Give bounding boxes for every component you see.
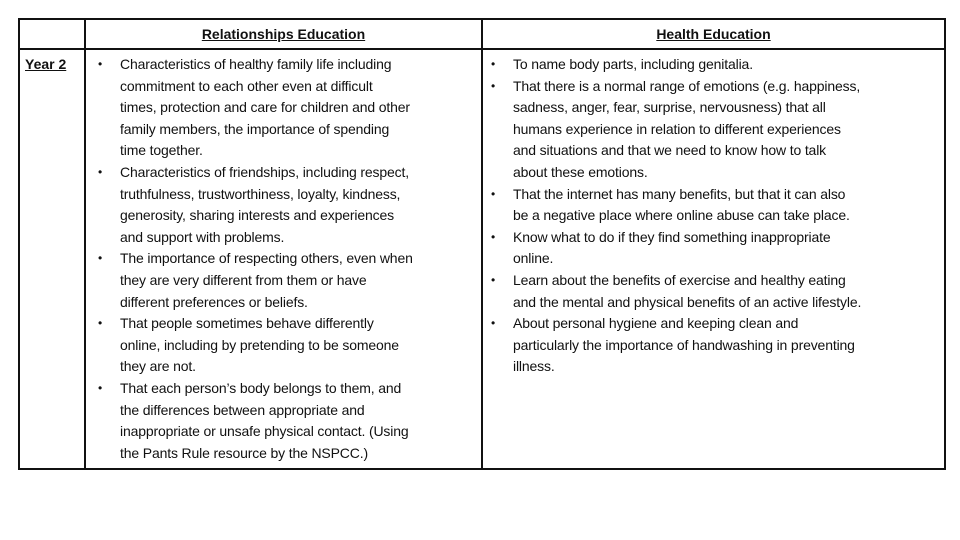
list-item-line: online. bbox=[513, 250, 554, 267]
header-label: Relationships Education bbox=[201, 26, 366, 42]
list-item-line: times, protection and care for children and other bbox=[120, 99, 410, 116]
header-label: Health Education bbox=[656, 26, 771, 42]
list-item-line: sadness, anger, fear, surprise, nervousness) that all bbox=[513, 99, 826, 116]
list-item-line: the Pants Rule resource by the NSPCC.) bbox=[120, 444, 368, 461]
header-row bbox=[19, 19, 945, 49]
list-item-line: they are not. bbox=[120, 358, 196, 375]
header-empty-cell bbox=[19, 19, 85, 49]
list-item-line: • That there is a normal range of emotions (e.g. happiness, bbox=[513, 77, 861, 94]
list-item bbox=[483, 184, 944, 227]
header-relationships-education bbox=[85, 19, 482, 49]
list-item-line: and the mental and physical benefits of an active lifestyle. bbox=[513, 293, 862, 310]
list-item bbox=[86, 248, 481, 313]
list-item-line: illness. bbox=[513, 358, 555, 375]
list-item-line: different preferences or beliefs. bbox=[120, 293, 308, 310]
list-item bbox=[483, 227, 944, 270]
list-item-line: truthfulness, trustworthiness, loyalty, kindness, bbox=[120, 185, 401, 202]
list-item-line: commitment to each other even at difficult bbox=[120, 77, 373, 94]
list-item-line: the differences between appropriate and bbox=[120, 401, 365, 418]
list-item bbox=[483, 76, 944, 184]
list-item-line: about these emotions. bbox=[513, 163, 648, 180]
table-row bbox=[19, 49, 945, 469]
list-item-line: and situations and that we need to know how to talk bbox=[513, 142, 827, 159]
list-item-line: family members, the importance of spending bbox=[120, 120, 390, 137]
curriculum-table bbox=[18, 18, 946, 470]
health-cell bbox=[482, 49, 945, 469]
list-item-line: • Characteristics of friendships, including respect, bbox=[120, 163, 409, 180]
list-item bbox=[483, 54, 944, 76]
list-item-line: • Characteristics of healthy family life including bbox=[120, 56, 392, 72]
list-item-line: • Know what to do if they find something inappropriate bbox=[513, 228, 831, 245]
list-item bbox=[86, 378, 481, 464]
list-item bbox=[483, 313, 944, 378]
list-item-line: particularly the importance of handwashing in preventing bbox=[513, 336, 855, 353]
list-item bbox=[86, 162, 481, 248]
relationships-cell bbox=[85, 49, 482, 469]
relationships-list bbox=[86, 50, 481, 468]
list-item-line: time together. bbox=[120, 142, 203, 159]
list-item-line: generosity, sharing interests and experiences bbox=[120, 207, 394, 224]
list-item-line: • That each person’s body belongs to them, and bbox=[120, 379, 402, 396]
list-item-line: • About personal hygiene and keeping clean and bbox=[513, 315, 799, 332]
list-item-line: they are very different from them or have bbox=[120, 271, 367, 288]
list-item-line: • That the internet has many benefits, but that it can also bbox=[513, 185, 846, 202]
row-label-cell bbox=[19, 49, 85, 469]
list-item-line: and support with problems. bbox=[120, 228, 285, 245]
list-item-line: humans experience in relation to different experiences bbox=[513, 120, 841, 137]
list-item-line: • To name body parts, including genitalia. bbox=[513, 56, 753, 72]
list-item-line: online, including by pretending to be someone bbox=[120, 336, 399, 353]
list-item bbox=[86, 313, 481, 378]
health-list bbox=[483, 50, 944, 382]
list-item-line: be a negative place where online abuse can take place. bbox=[513, 207, 850, 224]
list-item-line: • The importance of respecting others, even when bbox=[120, 250, 413, 267]
list-item bbox=[86, 54, 481, 162]
year-label: Year 2 bbox=[25, 56, 67, 72]
list-item-line: inappropriate or unsafe physical contact. (Using bbox=[120, 423, 409, 440]
header-health-education bbox=[482, 19, 945, 49]
list-item-line: • That people sometimes behave differently bbox=[120, 315, 374, 332]
list-item bbox=[483, 270, 944, 313]
list-item-line: • Learn about the benefits of exercise and healthy eating bbox=[513, 271, 846, 288]
